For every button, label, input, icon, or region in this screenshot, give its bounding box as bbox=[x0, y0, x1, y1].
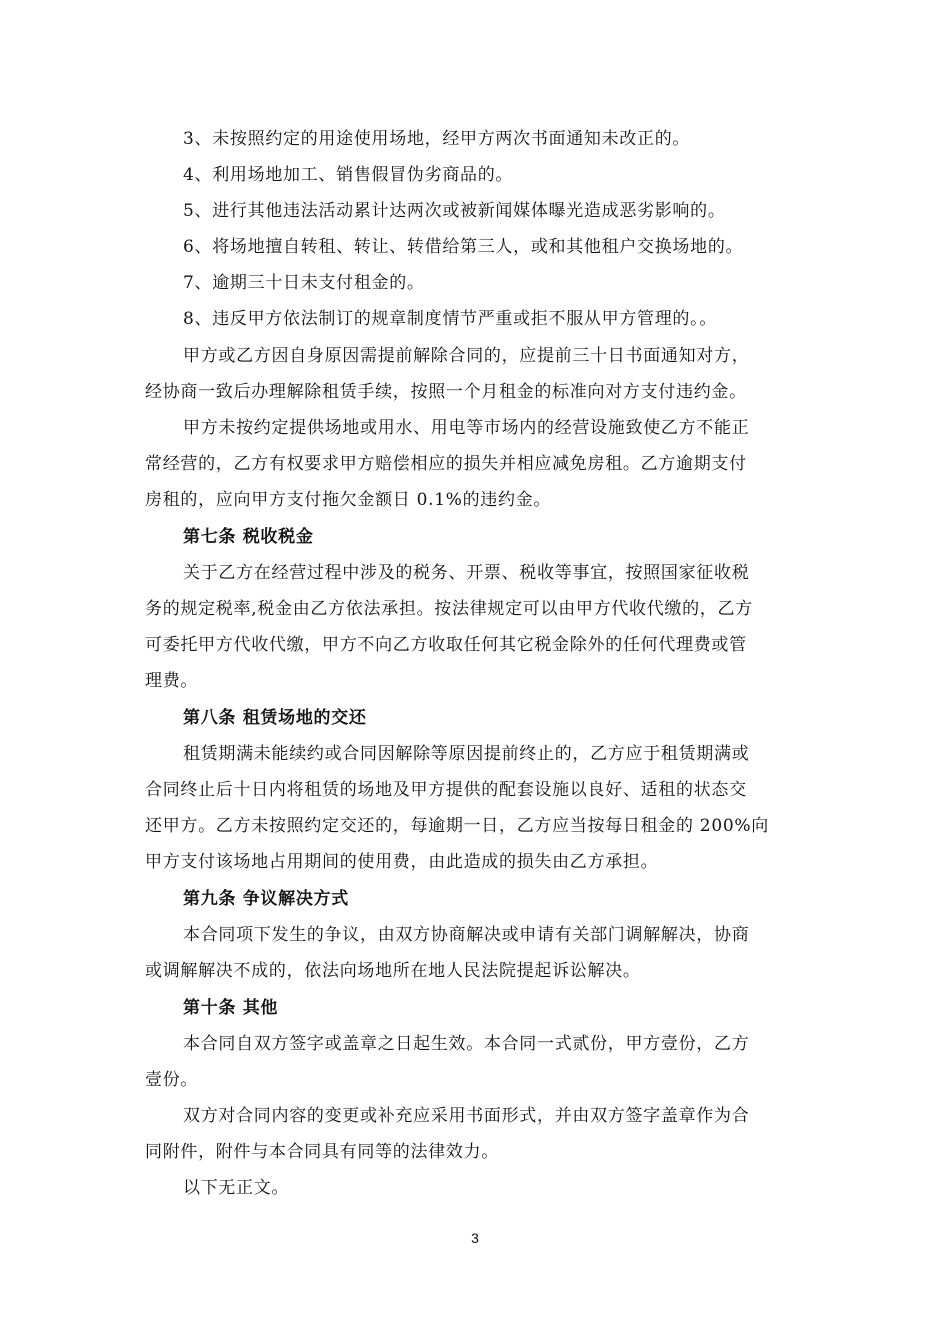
paragraph-line: 双方对合同内容的变更或补充应采用书面形式，并由双方签字盖章作为合 bbox=[183, 1106, 750, 1126]
paragraph-line: 常经营的，乙方有权要求甲方赔偿相应的损失并相应减免房租。乙方逾期支付 bbox=[145, 454, 747, 474]
list-item: 5、进行其他违法活动累计达两次或被新闻媒体曝光造成恶劣影响的。 bbox=[183, 201, 726, 221]
paragraph-line: 关于乙方在经营过程中涉及的税务、开票、税收等事宜，按照国家征收税 bbox=[183, 563, 750, 583]
paragraph-line: 还甲方。乙方未按照约定交还的，每逾期一日，乙方应当按每日租金的 200%向 bbox=[145, 816, 769, 836]
paragraph-line: 同附件，附件与本合同具有同等的法律效力。 bbox=[145, 1142, 499, 1162]
article-7-heading: 第七条 税收税金 bbox=[183, 527, 314, 547]
page-number: 3 bbox=[471, 1230, 479, 1246]
paragraph-line: 甲方或乙方因自身原因需提前解除合同的，应提前三十日书面通知对方， bbox=[183, 346, 750, 366]
paragraph-line: 理费。 bbox=[145, 671, 199, 691]
article-9-heading: 第九条 争议解决方式 bbox=[183, 889, 349, 909]
paragraph-line: 本合同项下发生的争议，由双方协商解决或申请有关部门调解解决，协商 bbox=[183, 925, 750, 945]
paragraph-line: 务的规定税率,税金由乙方依法承担。按法律规定可以由甲方代收代缴的，乙方 bbox=[145, 599, 753, 619]
paragraph-line: 合同终止后十日内将租赁的场地及甲方提供的配套设施以良好、适租的状态交 bbox=[145, 780, 747, 800]
paragraph-line: 经协商一致后办理解除租赁手续，按照一个月租金的标准向对方支付违约金。 bbox=[145, 382, 747, 402]
paragraph-line: 甲方支付该场地占用期间的使用费，由此造成的损失由乙方承担。 bbox=[145, 852, 659, 872]
paragraph-line: 甲方未按约定提供场地或用水、用电等市场内的经营设施致使乙方不能正 bbox=[183, 418, 750, 438]
list-item: 7、逾期三十日未支付租金的。 bbox=[183, 273, 425, 293]
paragraph-line: 或调解解决不成的，依法向场地所在地人民法院提起诉讼解决。 bbox=[145, 961, 641, 981]
paragraph-line: 租赁期满未能续约或合同因解除等原因提前终止的，乙方应于租赁期满或 bbox=[183, 744, 750, 764]
article-10-heading: 第十条 其他 bbox=[183, 998, 279, 1018]
list-item: 4、利用场地加工、销售假冒伪劣商品的。 bbox=[183, 165, 514, 185]
closing-line: 以下无正文。 bbox=[183, 1178, 290, 1198]
paragraph-line: 房租的，应向甲方支付拖欠金额日 0.1%的违约金。 bbox=[145, 490, 552, 510]
list-item: 3、未按照约定的用途使用场地，经甲方两次书面通知未改正的。 bbox=[183, 129, 691, 149]
list-item: 8、违反甲方依法制订的规章制度情节严重或拒不服从甲方管理的。。 bbox=[183, 309, 718, 329]
list-item: 6、将场地擅自转租、转让、转借给第三人，或和其他租户交换场地的。 bbox=[183, 237, 744, 257]
paragraph-line: 可委托甲方代收代缴，甲方不向乙方收取任何其它税金除外的任何代理费或管 bbox=[145, 635, 747, 655]
paragraph-line: 壹份。 bbox=[145, 1070, 199, 1090]
paragraph-line: 本合同自双方签字或盖章之日起生效。本合同一式贰份，甲方壹份，乙方 bbox=[183, 1034, 750, 1054]
article-8-heading: 第八条 租赁场地的交还 bbox=[183, 708, 367, 728]
